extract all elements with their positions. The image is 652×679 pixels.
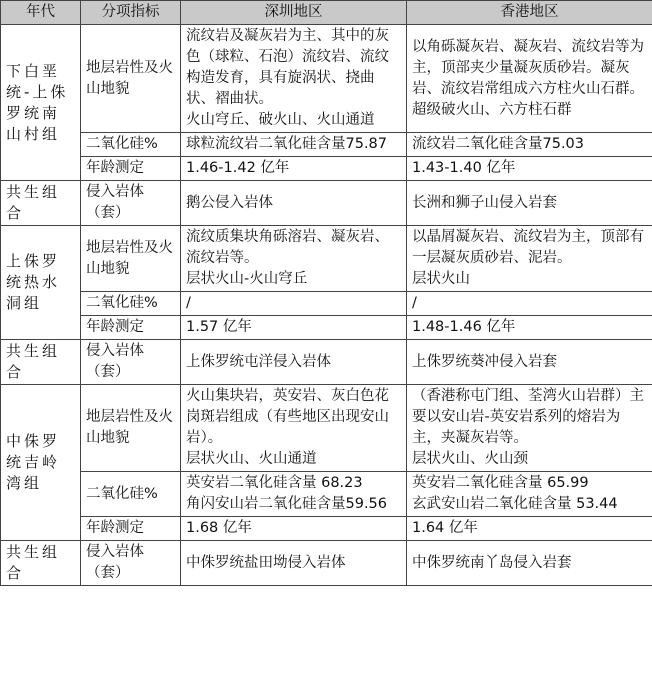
table-row: [1, 25, 652, 133]
shenzhen-cell: 鹅公侵入岩体: [181, 181, 407, 226]
landform-text: 层状火山: [412, 271, 470, 287]
header-era: 年代: [1, 1, 81, 25]
era-cell: 共生组合: [1, 541, 81, 586]
landform-text: 层状火山、火山颈: [412, 451, 528, 467]
landform-text: 超级破火山、六方柱石群: [412, 101, 572, 118]
table-row: [1, 340, 652, 385]
hongkong-cell: [407, 133, 652, 157]
shenzhen-cell: 中侏罗统盐田坳侵入岩体: [181, 541, 407, 586]
era-cell: 共生组合: [1, 340, 81, 385]
indicator-cell: 地层岩性及火山地貌: [81, 226, 181, 292]
table-header-row: [1, 1, 652, 25]
shenzhen-cell: 1.57 亿年: [181, 316, 407, 340]
indicator-cell: 侵入岩体（套）: [81, 340, 181, 385]
hongkong-cell: 长洲和狮子山侵入岩套: [407, 181, 652, 226]
landform-text: 火山穹丘、破火山、火山通道: [186, 112, 375, 128]
hongkong-cell: 1.43-1.40 亿年: [407, 157, 652, 181]
sio2-text: 角闪安山岩二氧化硅含量59.56: [186, 496, 388, 512]
indicator-cell: 年龄测定: [81, 157, 181, 181]
sio2-text: 玄武安山岩二氧化硅含量 53.44: [412, 496, 618, 512]
indicator-cell: 二氧化硅%: [81, 292, 181, 316]
landform-text: 层状火山、火山通道: [186, 451, 317, 467]
table-row: [1, 157, 652, 181]
indicator-cell: 侵入岩体（套）: [81, 181, 181, 226]
hongkong-cell: [407, 385, 652, 472]
indicator-cell: 侵入岩体（套）: [81, 541, 181, 586]
sio2-text: 流纹岩二氧化硅含量75.03: [412, 136, 585, 152]
header-shenzhen: 深圳地区: [181, 1, 407, 25]
hongkong-cell: [407, 25, 652, 133]
era-cell: 下白垩统-上侏罗统南山村组: [1, 25, 81, 181]
shenzhen-cell: /: [181, 292, 407, 316]
shenzhen-cell: [181, 472, 407, 517]
table-row: [1, 541, 652, 586]
table-row: [1, 226, 652, 292]
shenzhen-cell: 1.46-1.42 亿年: [181, 157, 407, 181]
sio2-text: 球粒流纹岩二氧化硅含量75.87: [186, 136, 388, 152]
table-row: [1, 385, 652, 472]
era-cell: 共生组合: [1, 181, 81, 226]
indicator-cell: 二氧化硅%: [81, 133, 181, 157]
indicator-cell: 地层岩性及火山地貌: [81, 25, 181, 133]
table-row: [1, 181, 652, 226]
indicator-cell: 地层岩性及火山地貌: [81, 385, 181, 472]
indicator-cell: 二氧化硅%: [81, 472, 181, 517]
shenzhen-cell: [181, 133, 407, 157]
indicator-cell: 年龄测定: [81, 316, 181, 340]
era-cell: 中侏罗统吉岭湾组: [1, 385, 81, 541]
hongkong-cell: [407, 226, 652, 292]
table-row: [1, 517, 652, 541]
rock-text: 流纹岩及凝灰岩为主、其中的灰色（球粒、石泡）流纹岩、流纹构造发育，具有旋涡状、挠曲状、褶曲状。: [186, 28, 389, 107]
table-row: [1, 133, 652, 157]
shenzhen-cell: [181, 25, 407, 133]
shenzhen-cell: 上侏罗统屯洋侵入岩体: [181, 340, 407, 385]
rock-text: 以晶屑凝灰岩、流纹岩为主，顶部有一层凝灰质砂岩、泥岩。: [412, 229, 644, 266]
sio2-text: 英安岩二氧化硅含量 65.99: [412, 475, 589, 491]
rock-text: 流纹质集块角砾溶岩、凝灰岩、流纹岩等。: [186, 229, 389, 266]
table-row: [1, 292, 652, 316]
hongkong-cell: 中侏罗统南丫岛侵入岩套: [407, 541, 652, 586]
shenzhen-cell: [181, 385, 407, 472]
rock-text: 火山集块岩，英安岩、灰白色花岗斑岩组成（有些地区出现安山岩）。: [186, 388, 389, 446]
hongkong-cell: 1.64 亿年: [407, 517, 652, 541]
rock-text: （香港称屯门组、荃湾火山岩群）主要以安山岩-英安岩系列的熔岩为主，夹凝灰岩等。: [412, 388, 644, 446]
header-hongkong: 香港地区: [407, 1, 652, 25]
shenzhen-cell: [181, 226, 407, 292]
header-indicator: 分项指标: [81, 1, 181, 25]
table-row: [1, 316, 652, 340]
indicator-cell: 年龄测定: [81, 517, 181, 541]
rock-text: 以角砾凝灰岩、凝灰岩、流纹岩等为主，顶部夹少量凝灰质砂岩。凝灰岩、流纹岩常组成六方柱火山石群。: [412, 38, 644, 97]
era-cell: 上侏罗统热水洞组: [1, 226, 81, 340]
table-row: [1, 472, 652, 517]
sio2-text: 英安岩二氧化硅含量 68.23: [186, 475, 363, 491]
hongkong-cell: 1.48-1.46 亿年: [407, 316, 652, 340]
hongkong-cell: /: [407, 292, 652, 316]
hongkong-cell: [407, 472, 652, 517]
landform-text: 层状火山-火山穹丘: [186, 271, 308, 287]
hongkong-cell: 上侏罗统葵冲侵入岩套: [407, 340, 652, 385]
shenzhen-cell: 1.68 亿年: [181, 517, 407, 541]
